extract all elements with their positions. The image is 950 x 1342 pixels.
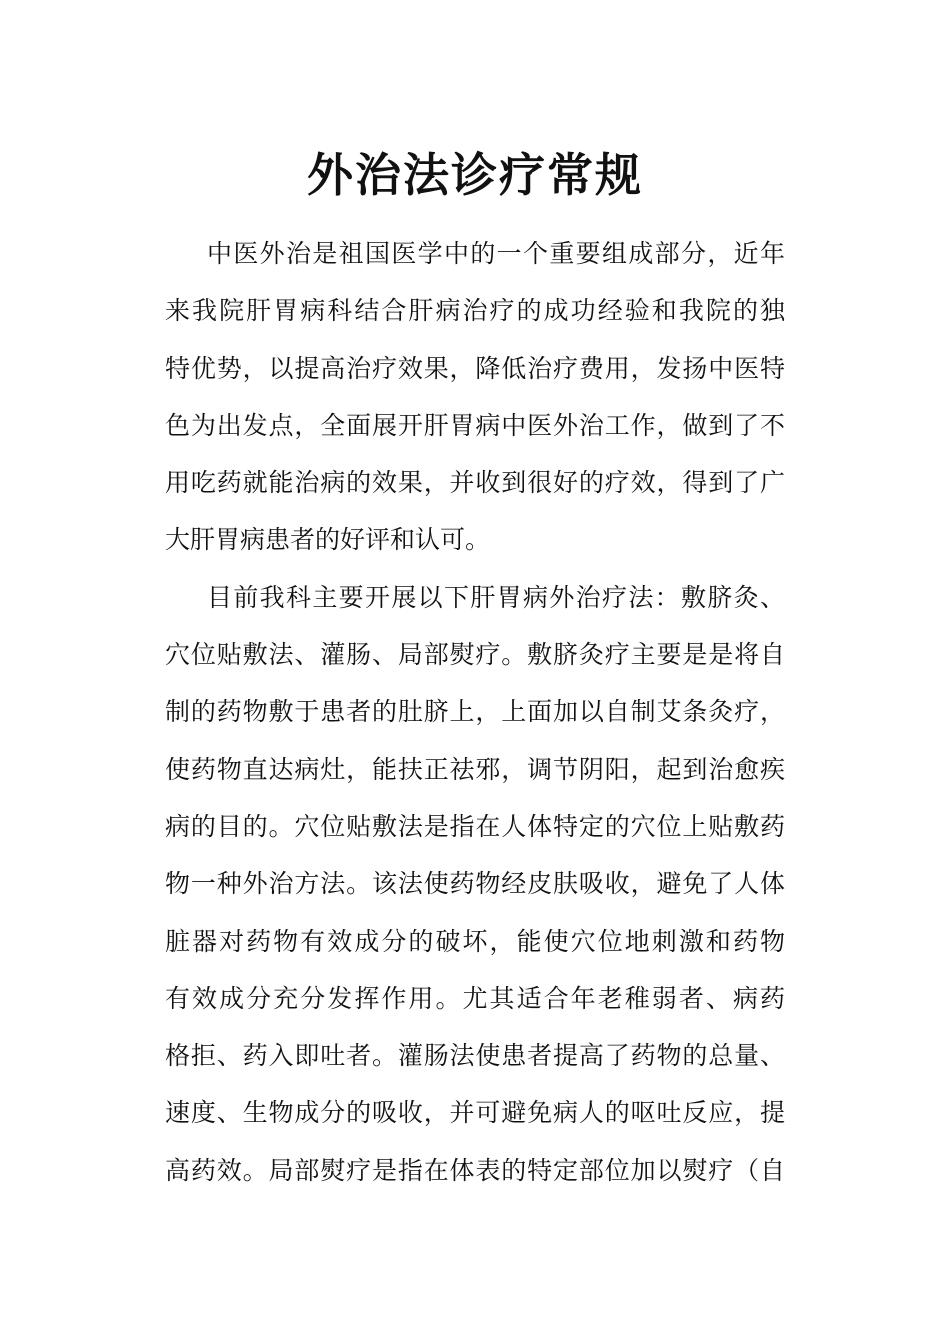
- paragraph-1-line-1: 中医外治是祖国医学中的一个重要组成部分，近年: [207, 239, 785, 268]
- paragraph-2-line-2: 穴位贴敷法、灌肠、局部熨疗。敷脐灸疗主要是是将自: [165, 640, 785, 670]
- paragraph-2-line-5: 病的目的。穴位贴敷法是指在人体特定的穴位上贴敷药: [165, 811, 785, 841]
- paragraph-2-line-9: 格拒、药入即吐者。灌肠法使患者提高了药物的总量、: [165, 1041, 785, 1071]
- document-title: 外治法诊疗常规: [307, 148, 643, 202]
- paragraph-2-line-1: 目前我科主要开展以下肝胃病外治疗法：敷脐灸、: [207, 582, 785, 612]
- document-body: [165, 225, 785, 1199]
- paragraph-2-line-11: 高药效。局部熨疗是指在体表的特定部位加以熨疗（自: [165, 1155, 785, 1185]
- paragraph-1-line-3: 特优势，以提高治疗效果，降低治疗费用，发扬中医特: [165, 353, 785, 383]
- paragraph-2-line-4: 使药物直达病灶，能扶正祛邪，调节阴阳，起到治愈疾: [165, 754, 785, 784]
- paragraph-2-line-10: 速度、生物成分的吸收，并可避免病人的呕吐反应，提: [165, 1098, 785, 1128]
- paragraph-2-line-8: 有效成分充分发挥作用。尤其适合年老稚弱者、病药: [165, 983, 785, 1013]
- paragraph-1-line-6: 大肝胃病患者的好评和认可。: [165, 525, 491, 555]
- paragraph-2-line-3: 制的药物敷于患者的肚脐上，上面加以自制艾条灸疗，: [165, 697, 785, 727]
- paragraph-2-line-7: 脏器对药物有效成分的破坏，能使穴位地刺激和药物: [165, 926, 785, 956]
- paragraph-1-line-5: 用吃药就能治病的效果，并收到很好的疗效，得到了广: [165, 468, 785, 498]
- paragraph-1-line-2: 来我院肝胃病科结合肝病治疗的成功经验和我院的独: [165, 296, 785, 326]
- paragraph-1-line-4: 色为出发点，全面展开肝胃病中医外治工作，做到了不: [165, 410, 785, 440]
- paragraph-2-line-6: 物一种外治方法。该法使药物经皮肤吸收，避免了人体: [165, 869, 785, 899]
